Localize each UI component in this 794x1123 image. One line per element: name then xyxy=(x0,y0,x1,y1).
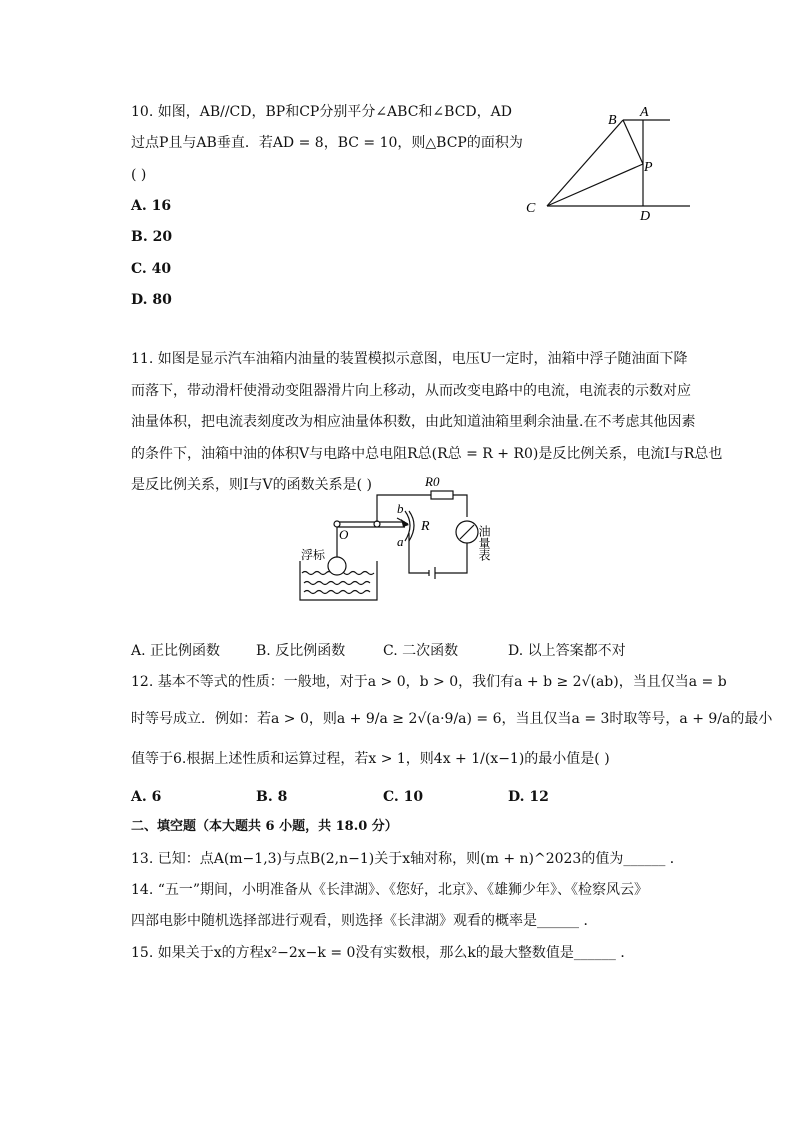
q11-wire-battery-left xyxy=(409,533,429,573)
q11-wire-left-up xyxy=(377,495,431,522)
q11-option-b: B. 反比例函数 xyxy=(256,643,346,659)
q11-oil-wave-2 xyxy=(304,591,370,594)
q10-line-bc xyxy=(547,120,623,206)
q11-line-5: 是反比例关系，则I与V的函数关系是( ) xyxy=(131,477,373,493)
q13-line: 13. 已知：点A(m−1,3)与点B(2,n−1)关于x轴对称，则(m + n)^2023的值为______ ． xyxy=(131,851,684,867)
q11-wire-right-down xyxy=(453,495,467,517)
q12-line-3: 值等于6.根据上述性质和运算过程，若x > 1，则4x + 1/(x−1)的最小值是( ) xyxy=(131,751,610,767)
q10-line-cp xyxy=(547,164,643,206)
q10-label-b: B xyxy=(608,113,617,128)
q10-line-1: 10. 如图，AB//CD，BP和CP分别平分∠ABC和∠BCD，AD xyxy=(131,104,512,120)
q12-line-2: 时等号成立．例如：若a > 0，则a + 9/a ≥ 2√(a·9/a) = 6，当且仅当a = 3时取等号，a + 9/a的最小 xyxy=(131,711,773,727)
q10-option-a: A. 16 xyxy=(131,198,172,214)
q14-line-1: 14. “五一”期间，小明准备从《长津湖》、《您好，北京》、《雄狮少年》、《检察风云》 xyxy=(131,882,649,898)
q10-label-p: P xyxy=(644,160,653,175)
q10-option-c: C. 40 xyxy=(131,261,172,277)
q11-line-4: 的条件下，油箱中油的体积V与电路中总电阻R总(R总 = R + R0)是反比例关系，电流I与R总也 xyxy=(131,446,723,462)
q11-line-3: 油量体积，把电流表刻度改为相应油量体积数，由此知道油箱里剩余油量.在不考虑其他因素 xyxy=(131,414,696,430)
q11-label-float: 浮标 xyxy=(301,548,326,562)
q12-option-a: A. 6 xyxy=(131,789,162,805)
q10-line-2: 过点P且与AB垂直．若AD = 8，BC = 10，则△BCP的面积为 xyxy=(131,135,523,151)
q11-slider-arrowhead xyxy=(401,519,409,527)
q10-label-c: C xyxy=(526,201,536,216)
q11-circuit-figure xyxy=(295,473,515,605)
q11-float xyxy=(328,557,346,575)
q10-geometry-figure xyxy=(520,100,700,225)
q12-line-1: 12. 基本不等式的性质：一般地，对于a > 0，b > 0，我们有a + b ≥ 2√(ab)，当且仅当a = b xyxy=(131,674,727,690)
q10-option-b: B. 20 xyxy=(131,229,173,245)
q11-label-r0: R0 xyxy=(425,474,440,489)
q10-label-d: D xyxy=(640,209,651,224)
q11-resistor-r0 xyxy=(431,491,453,499)
q12-option-b: B. 8 xyxy=(256,789,288,805)
q11-line-2: 而落下，带动滑杆使滑动变阻器滑片向上移动，从而改变电路中的电流，电流表的示数对应 xyxy=(131,383,691,399)
q12-option-c: C. 10 xyxy=(383,789,424,805)
q14-line-2: 四部电影中随机选择部进行观看，则选择《长津湖》观看的概率是______ ． xyxy=(131,913,598,929)
q11-label-o: O xyxy=(339,527,349,542)
q11-label-meter: 油量表 xyxy=(477,525,491,561)
q11-line-1: 11. 如图是显示汽车油箱内油量的装置模拟示意图，电压U一定时，油箱中浮子随油面下降 xyxy=(131,351,688,367)
q10-option-d: D. 80 xyxy=(131,292,172,308)
q10-line-3: ( ) xyxy=(131,167,147,183)
q10-line-bp xyxy=(623,120,643,164)
q12-option-d: D. 12 xyxy=(508,789,549,805)
q11-oil-wave-1 xyxy=(304,582,370,585)
q11-option-c: C. 二次函数 xyxy=(383,643,459,659)
q11-meter-needle xyxy=(460,525,474,539)
q11-wire-meter-bottom xyxy=(435,543,467,573)
q11-label-b: b xyxy=(397,501,404,516)
q11-option-a: A. 正比例函数 xyxy=(131,643,221,659)
q15-line: 15. 如果关于x的方程x²−2x−k = 0没有实数根，那么k的最大整数值是______ ． xyxy=(131,945,635,961)
q11-label-r: R xyxy=(421,519,430,534)
q11-label-a: a xyxy=(397,534,404,549)
q10-label-a: A xyxy=(640,105,649,120)
section-title-fill-in: 二、填空题（本大题共 6 小题，共 18.0 分） xyxy=(131,819,398,834)
q11-option-d: D. 以上答案都不对 xyxy=(508,643,626,659)
